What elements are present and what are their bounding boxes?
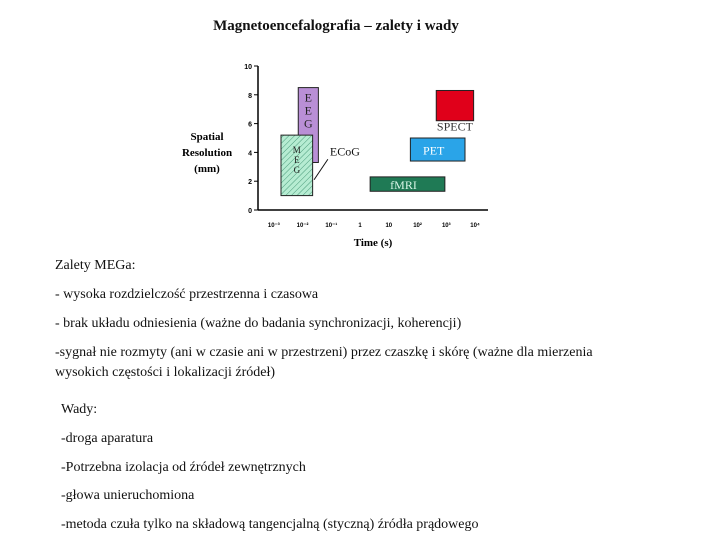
x-tick-label: 10⁴	[470, 223, 480, 229]
y-axis-label-line: Spatial	[190, 131, 224, 143]
y-axis-label-line: (mm)	[194, 163, 220, 175]
wady-heading: Wady:	[61, 402, 98, 417]
wady-item-1: -droga aparatura	[61, 431, 154, 446]
region-meg-letter: G	[293, 165, 301, 176]
wady-item-3: -głowa unieruchomiona	[61, 488, 195, 503]
zalety-item-1: - wysoka rozdzielczość przestrzenna i czasowa	[55, 287, 319, 302]
region-eeg-letter: E	[304, 90, 312, 105]
y-tick-label: 2	[248, 179, 252, 187]
zalety-item-3: -sygnał nie rozmyty (ani w czasie ani w przestrzeni) przez czaszkę i skórę (ważne dla mierzenia wysokich częstości i lokalizacji źródeł)	[55, 345, 593, 380]
region-eeg-letter: E	[304, 103, 312, 118]
x-tick-label: 10²	[413, 223, 422, 229]
x-tick-label: 10⁻¹	[325, 223, 338, 229]
y-axis-label-line: Resolution	[181, 147, 233, 159]
slide-title: Magnetoencefalografia – zalety i wady	[213, 18, 459, 34]
x-tick-label: 10	[385, 223, 393, 229]
region-meg-letter: M	[292, 145, 301, 156]
y-tick-label: 0	[248, 208, 252, 215]
resolution-chart	[0, 0, 720, 260]
x-axis-label: Time (s)	[353, 237, 393, 249]
x-tick-label: 1	[358, 223, 362, 229]
x-tick-label: 10³	[441, 223, 451, 229]
region-fmri-label: fMRI	[390, 178, 417, 193]
x-tick-label: 10⁻²	[296, 223, 309, 229]
y-tick-label: 8	[248, 92, 252, 100]
y-tick-label: 10	[244, 64, 252, 71]
y-tick-label: 6	[248, 121, 252, 129]
region-spect-label: SPECT	[436, 119, 473, 134]
region-spect	[436, 90, 473, 120]
wady-item-4: -metoda czuła tylko na składową tangencjalną (styczną) źródła prądowego	[61, 517, 479, 532]
wady-item-2: -Potrzebna izolacja od źródeł zewnętrznych	[61, 460, 306, 475]
y-tick-label: 4	[248, 150, 252, 158]
x-tick-label: 10⁻³	[267, 223, 280, 229]
annotation-ecog: ECoG	[329, 144, 360, 159]
zalety-item-2: - brak układu odniesienia (ważne do badania synchronizacji, koherencji)	[55, 316, 462, 331]
region-meg-letter: E	[294, 155, 300, 166]
region-pet-label: PET	[423, 143, 445, 158]
zalety-heading: Zalety MEGa:	[55, 258, 136, 273]
region-eeg-letter: G	[303, 116, 313, 131]
